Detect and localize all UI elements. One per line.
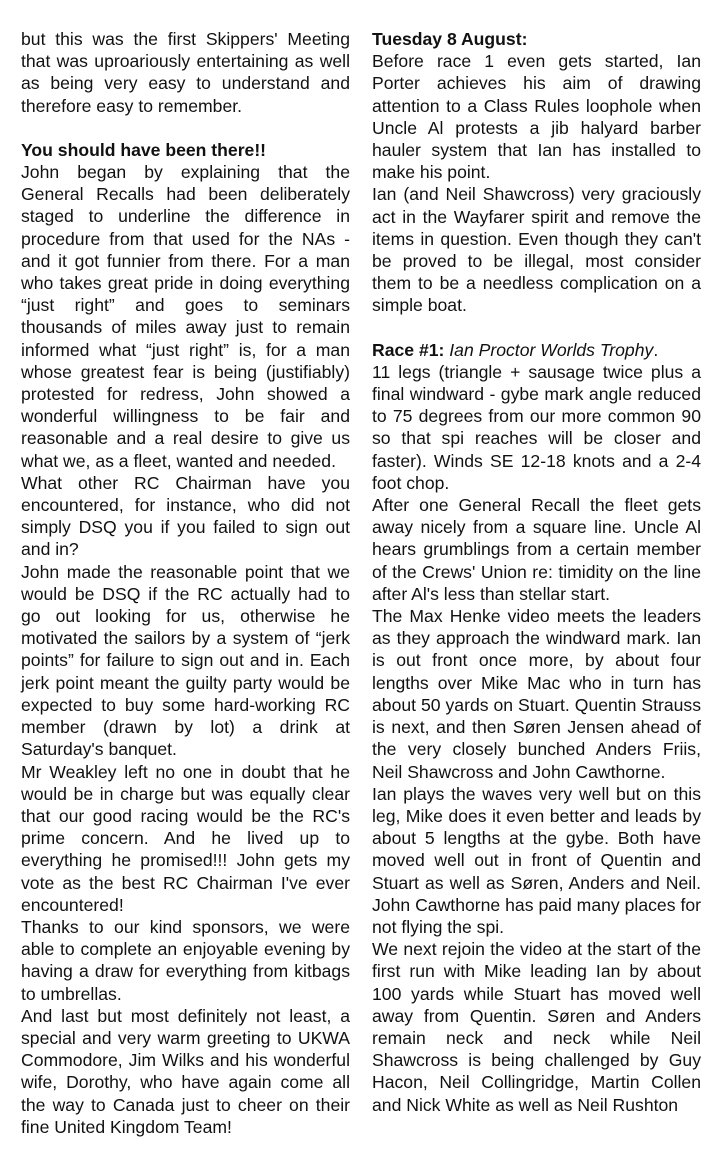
right-column <box>372 28 701 1116</box>
paragraph-ian-neil: Ian (and Neil Shawcross) very graciously act in the Wayfarer spirit and remove the items in question. Even though they can't be proved to be illegal, most consider them to be a needless complication on a simple boat. <box>372 184 701 316</box>
paragraph-first-run: We next rejoin the video at the start of the first run with Mike leading Ian by about 100 yards while Stuart has moved well away from Quentin. Søren and Anders remain neck and neck while Neil Shawcross is being challenged by Guy Hacon, Neil Collingridge, Martin Collen and Nick White as well as Neil Rushton <box>372 939 701 1115</box>
paragraph-ian-plays-waves: Ian plays the waves very well but on this leg, Mike does it even better and leads by about 5 lengths at the gybe. Both have moved well out in front of Quentin and Stuart as well as Søren, Anders and Neil. John Cawthorne has paid many places for not flying the spi. <box>372 783 701 937</box>
paragraph-general-recall: After one General Recall the fleet gets away nicely from a square line. Uncle Al hears grumblings from a certain member of the Crews' Union re: timidity on the line after Al's less than stellar start. <box>372 495 701 604</box>
paragraph-mr-weakley: Mr Weakley left no one in doubt that he would be in charge but was equally clear that our good racing would be the RC's prime concern. And he lived up to everything he promised!!! John gets my vote as the best RC Chairman I've ever encountered! <box>21 761 350 915</box>
race-trophy-title: Ian Proctor Worlds Trophy <box>449 339 654 360</box>
paragraph-before-race: Before race 1 even gets started, Ian Porter achieves his aim of drawing attention to a Class Rules loophole when Uncle Al protests a jib halyard barber hauler system that Ian has installed to make his point. <box>372 51 701 183</box>
paragraph-gap <box>21 117 350 139</box>
paragraph-jerk-points: John made the reasonable point that we would be DSQ if the RC actually had to go out looking for us, otherwise he motivated the sailors by a system of “jerk points” for failure to sign out and in. Each jerk point meant the guilty party would be expected to buy some hard-working RC member (drawn by lot) a drink at Saturday's banquet. <box>21 561 350 760</box>
paragraph-sponsors: Thanks to our kind sponsors, we were able to complete an enjoyable evening by having a draw for everything from kitbags to umbrellas. <box>21 916 350 1004</box>
paragraph-john-began: John began by explaining that the General Recalls had been deliberately staged to underline the difference in procedure from that used for the NAs - and it got funnier from there. For a man who takes great pride in doing everything “just right” and goes to seminars thousands of miles away just to remain informed what “just right” is, for a man whose greatest fear is being (justifiably) protested for redress, John showed a wonderful willingness to be fair and reasonable and a real desire to give us what we, as a fleet, wanted and needed. <box>21 162 350 471</box>
paragraph-gap <box>372 317 701 339</box>
section-heading-you-should: You should have been there!! <box>21 139 267 160</box>
paragraph-max-henke-video: The Max Henke video meets the leaders as they approach the windward mark. Ian is out front once more, by about four lengths over Mike Mac who in turn has about 50 yards on Stuart. Quentin Strauss is next, and then Søren Jensen ahead of the very closely bunched Anders Friis, Neil Shawcross and John Cawthorne. <box>372 606 701 782</box>
left-column <box>21 28 350 1138</box>
paragraph-commodore-greeting: And last but most definitely not least, a special and very warm greeting to UKWA Commodore, Jim Wilks and his wonderful wife, Dorothy, who have again come all the way to Canada just to cheer on their fine United Kingdom Team! <box>21 1005 350 1137</box>
paragraph-meeting-intro: but this was the first Skippers' Meeting that was uproariously entertaining as well as being very easy to understand and therefore easy to remember. <box>21 29 350 116</box>
section-heading-tuesday: Tuesday 8 August: <box>372 29 528 49</box>
race-heading <box>372 339 701 361</box>
race-label: Race #1: <box>372 339 445 360</box>
paragraph-other-rc-chairman: What other RC Chairman have you encountered, for instance, who did not simply DSQ you if you failed to sign out and in? <box>21 472 350 560</box>
race-title-period: . <box>653 339 659 360</box>
paragraph-course: 11 legs (triangle + sausage twice plus a final windward - gybe mark angle reduced to 75 degrees from our more common 90 so that spi reaches will be closer and faster). Winds SE 12-18 knots and a 2-4 foot chop. <box>372 361 701 493</box>
